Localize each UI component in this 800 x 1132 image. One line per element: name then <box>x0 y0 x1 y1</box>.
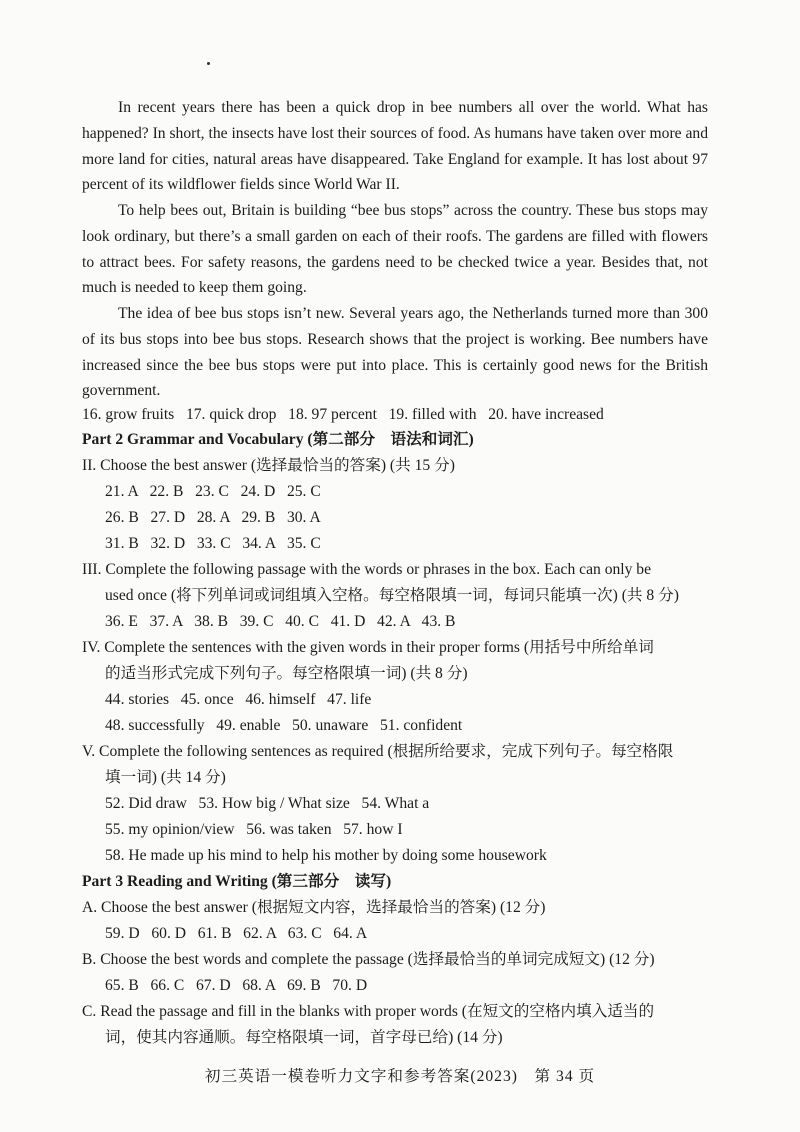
section-A-prompt: A. Choose the best answer (根据短文内容，选择最恰当的答案) (12 分) <box>82 899 546 916</box>
section-IV-row: 44. stories 45. once 46. himself 47. life <box>105 691 372 708</box>
section-V-prompt-line2: 填一词) (共 14 分) <box>105 769 226 786</box>
passage-paragraph-1: In recent years there has been a quick drop in bee numbers all over the world. What has happened? In short, the insects have lost their sources of food. As humans have taken over more and more land for cities, natural areas have disappeared. Take England for example. It has lost about 97 percent of its wildflower fields since World War II. <box>82 99 708 194</box>
page-footer: 初三英语一模卷听力文字和参考答案(2023) 第 34 页 <box>204 1068 596 1085</box>
section-C-prompt-line1: C. Read the passage and fill in the blanks with proper words (在短文的空格内填入适当的 <box>82 1003 655 1020</box>
part2-title: Part 2 Grammar and Vocabulary (第二部分 语法和词汇) <box>82 431 474 448</box>
section-III-row: 36. E 37. A 38. B 39. C 40. C 41. D 42. A 43. B <box>105 613 456 630</box>
section-II-row: 31. B 32. D 33. C 34. A 35. C <box>105 535 321 552</box>
section-B-row: 65. B 66. C 67. D 68. A 69. B 70. D <box>105 977 368 994</box>
section-V-prompt-line1: V. Complete the following sentences as required (根据所给要求，完成下列句子。每空格限 <box>82 743 674 760</box>
section-IV-row: 48. successfully 49. enable 50. unaware 51. confident <box>105 717 463 734</box>
section-V-row: 55. my opinion/view 56. was taken 57. how I <box>105 821 403 838</box>
section-II-row: 21. A 22. B 23. C 24. D 25. C <box>105 483 321 500</box>
section-C-prompt-line2: 词，使其内容通顺。每空格限填一词，首字母已给) (14 分) <box>105 1029 503 1046</box>
passage-paragraph-3: The idea of bee bus stops isn’t new. Several years ago, the Netherlands turned more than 300 of its bus stops into bee bus stops. Research shows that the project is working. Bee numbers have increased since the bee bus stops were put into place. This is certainly good news for the British government. <box>82 305 708 400</box>
answers-16-20: 16. grow fruits 17. quick drop 18. 97 percent 19. filled with 20. have increased <box>82 406 604 423</box>
passage-paragraph-2: To help bees out, Britain is building “bee bus stops” across the country. These bus stops may look ordinary, but there’s a small garden on each of their roofs. The gardens are filled with flowers to attract bees. For safety reasons, the gardens need to be checked twice a year. Besides that, not much is needed to keep them going. <box>82 202 708 297</box>
part3-title: Part 3 Reading and Writing (第三部分 读写) <box>82 873 392 890</box>
section-III-prompt-line1: III. Complete the following passage with the words or phrases in the box. Each can only be <box>82 561 652 578</box>
section-A-row: 59. D 60. D 61. B 62. A 63. C 64. A <box>105 925 368 942</box>
section-IV-prompt-line2: 的适当形式完成下列句子。每空格限填一词) (共 8 分) <box>105 665 468 682</box>
section-B-prompt: B. Choose the best words and complete the passage (选择最恰当的单词完成短文) (12 分) <box>82 951 655 968</box>
speck-mark <box>207 62 210 65</box>
section-V-row: 58. He made up his mind to help his mother by doing some housework <box>105 847 547 864</box>
section-II-prompt: II. Choose the best answer (选择最恰当的答案) (共 15 分) <box>82 457 455 474</box>
section-II-row: 26. B 27. D 28. A 29. B 30. A <box>105 509 321 526</box>
section-V-row: 52. Did draw 53. How big / What size 54. What a <box>105 795 430 812</box>
section-III-prompt-line2: used once (将下列单词或词组填入空格。每空格限填一词，每词只能填一次) (共 8 分) <box>105 587 679 604</box>
section-IV-prompt-line1: IV. Complete the sentences with the given words in their proper forms (用括号中所给单词 <box>82 639 654 656</box>
